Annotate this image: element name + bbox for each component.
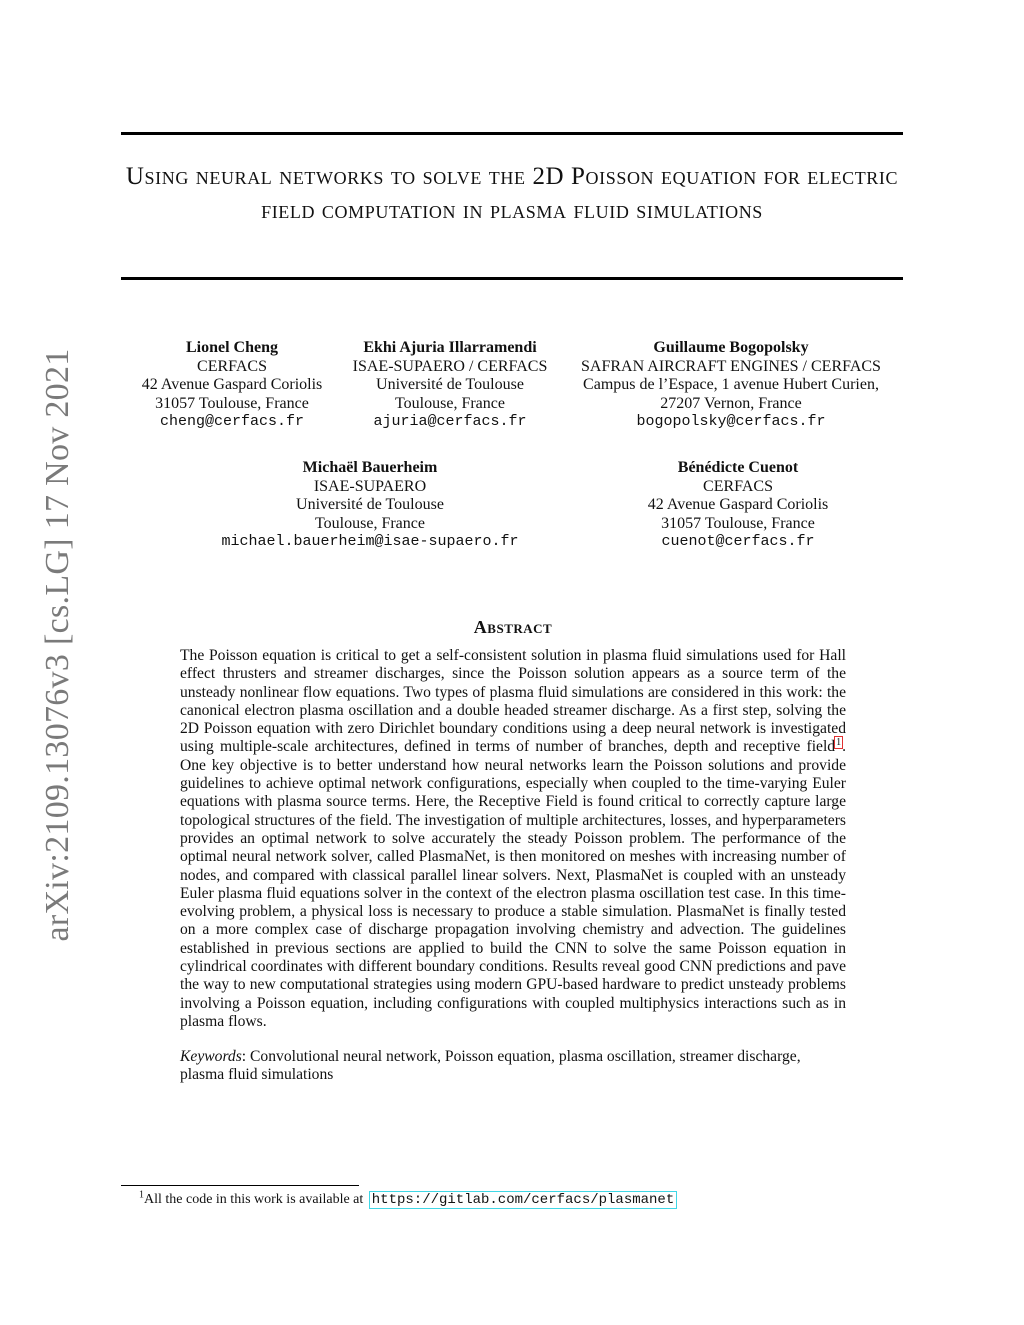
author-affiliation: ISAE-SUPAERO / CERFACS	[352, 357, 548, 375]
author-address: Université de Toulouse	[296, 496, 444, 513]
author-address: Campus de l’Espace, 1 avenue Hubert Curien,	[583, 376, 879, 393]
author-block	[342, 339, 558, 432]
author-email[interactable]: michael.bauerheim@isae-supaero.fr	[221, 533, 519, 550]
abstract-text-part: The Poisson equation is critical to get a self-consistent solution in plasma fluid simulations used for Hall effect thrusters and streamer discharges, since the Poisson solution appears as a source term of the unsteady nonlinear flow equations. Two types of plasma fluid simulations are considered in this work: the canonical electron plasma oscillation and a double headed streamer discharge. As a first step, solving the 2D Poisson equation with zero Dirichlet boundary conditions using a deep neural network is investigated using multiple-scale architectures, defined in terms of number of branches, depth and receptive field	[180, 647, 846, 756]
paper-title: Using neural networks to solve the 2D Poisson equation for electric field computation in plasma fluid simulations	[125, 163, 899, 224]
author-name: Bénédicte Cuenot	[677, 459, 799, 476]
author-email[interactable]: cuenot@cerfacs.fr	[661, 533, 815, 550]
author-block	[122, 339, 342, 432]
footnote-reference-link[interactable]: 1	[836, 737, 842, 749]
author-address: Toulouse, France	[395, 394, 505, 412]
author-affiliation: CERFACS	[197, 357, 267, 375]
author-block	[588, 459, 888, 552]
author-address: 42 Avenue Gaspard Coriolis	[141, 376, 323, 393]
author-email[interactable]: cheng@cerfacs.fr	[159, 413, 305, 430]
keywords-label: Keywords	[180, 1048, 242, 1065]
code-url-link[interactable]: https://gitlab.com/cerfacs/plasmanet	[369, 1191, 677, 1209]
author-address: Toulouse, France	[315, 514, 425, 532]
author-name: Lionel Cheng	[185, 339, 278, 356]
arxiv-side-stamp: arXiv:2109.13076v3 [cs.LG] 17 Nov 2021	[39, 348, 76, 942]
footnote-number: 1	[139, 1189, 144, 1201]
abstract-text	[180, 647, 846, 1031]
author-block	[566, 339, 896, 432]
keywords	[180, 1048, 846, 1085]
author-email[interactable]: bogopolsky@cerfacs.fr	[636, 413, 826, 430]
title-top-rule	[121, 132, 903, 135]
author-affiliation: SAFRAN AIRCRAFT ENGINES / CERFACS	[581, 357, 881, 375]
author-address: 31057 Toulouse, France	[661, 514, 815, 532]
author-address: Université de Toulouse	[376, 376, 524, 393]
abstract-heading: Abstract	[473, 617, 553, 637]
author-block	[195, 459, 545, 552]
author-name: Michaël Bauerheim	[302, 459, 438, 476]
abstract-text-part: . One key objective is to better understand how neural networks learn the Poisson solutions and provide guidelines to achieve optimal network configurations, especially when coupled to the time-varying Euler equations with plasma source terms. Here, the Receptive Field is found critical to correctly capture large topological structures of the field. The investigation of multiple architectures, losses, and hyperparameters provides an optimal network to solve accurately the steady Poisson problem. The performance of the optimal neural network solver, called PlasmaNet, is then monitored on meshes with increasing number of nodes, and compared with classical parallel linear solvers. Next, PlasmaNet is coupled with an unsteady Euler plasma fluid equations solver in the context of the electron plasma oscillation test case. In this time-evolving problem, a physical loss is necessary to produce a stable simulation. PlasmaNet is finally tested on a more complex case of discharge propagation involving chemistry and advection. The guidelines established in previous sections are applied to build the CNN to solve the same Poisson equation in cylindrical coordinates with different boundary conditions. Results reveal good CNN predictions and pave the way to new computational strategies using modern GPU-based hardware to predict unsteady problems involving a Poisson equation, including configurations with coupled multiphysics interactions such as in plasma flows.	[180, 738, 846, 1030]
footnote-text: All the code in this work is available at	[144, 1192, 364, 1207]
author-email[interactable]: ajuria@cerfacs.fr	[373, 413, 527, 430]
title-bottom-rule	[121, 277, 903, 280]
author-affiliation: ISAE-SUPAERO	[313, 477, 427, 495]
author-address: 27207 Vernon, France	[660, 394, 802, 412]
author-name: Ekhi Ajuria Illarramendi	[363, 339, 537, 356]
footnote	[139, 1191, 677, 1209]
author-address: 31057 Toulouse, France	[155, 394, 309, 412]
footnote-rule	[121, 1185, 359, 1186]
author-address: 42 Avenue Gaspard Coriolis	[647, 496, 829, 513]
keywords-text: : Convolutional neural network, Poisson equation, plasma oscillation, streamer discharge, plasma fluid simulations	[180, 1048, 801, 1084]
author-name: Guillaume Bogopolsky	[653, 339, 809, 356]
author-affiliation: CERFACS	[703, 477, 773, 495]
